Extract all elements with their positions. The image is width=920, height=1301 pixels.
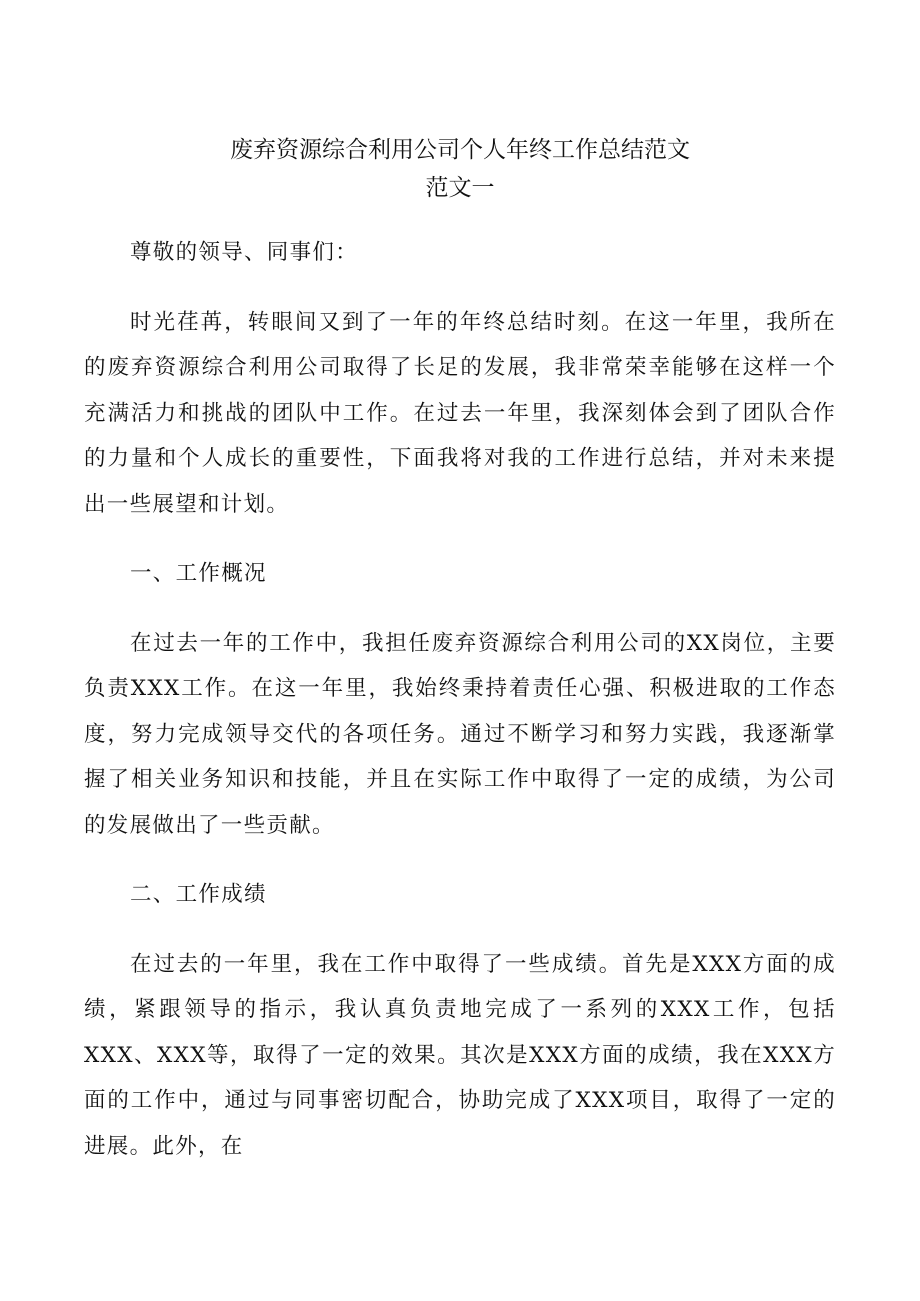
paragraph-overview: 在过去一年的工作中，我担任废弃资源综合利用公司的XX岗位，主要负责XXX工作。在这一年里，我始终秉持着责任心强、积极进取的工作态度，努力完成领导交代的各项任务。通过不断学习和努力实践，我逐渐掌握了相关业务知识和技能，并且在实际工作中取得了一定的成绩，为公司的发展做出了一些贡献。: [84, 630, 836, 838]
paragraph-intro: 时光荏苒，转眼间又到了一年的年终总结时刻。在这一年里，我所在的废弃资源综合利用公司取得了长足的发展，我非常荣幸能够在这样一个充满活力和挑战的团队中工作。在过去一年里，我深刻体会到了团队合作的力量和个人成长的重要性，下面我将对我的工作进行总结，并对未来提出一些展望和计划。: [84, 309, 836, 517]
section-heading-overview: 一、工作概况: [130, 561, 267, 586]
document-body: [84, 230, 836, 1169]
document-title: 废弃资源综合利用公司个人年终工作总结范文: [230, 137, 690, 163]
greeting: 尊敬的领导、同事们：: [130, 240, 359, 265]
paragraph-achievements: 在过去的一年里，我在工作中取得了一些成绩。首先是XXX方面的成绩，紧跟领导的指示，我认真负责地完成了一系列的XXX工作，包括XXX、XXX等，取得了一定的效果。其次是XXX方面的成绩，我在XXX方面的工作中，通过与同事密切配合，协助完成了XXX项目，取得了一定的进展。此外，在: [84, 951, 836, 1159]
section-heading-achievements: 二、工作成绩: [130, 882, 267, 907]
document-subtitle: 范文一: [425, 175, 495, 201]
